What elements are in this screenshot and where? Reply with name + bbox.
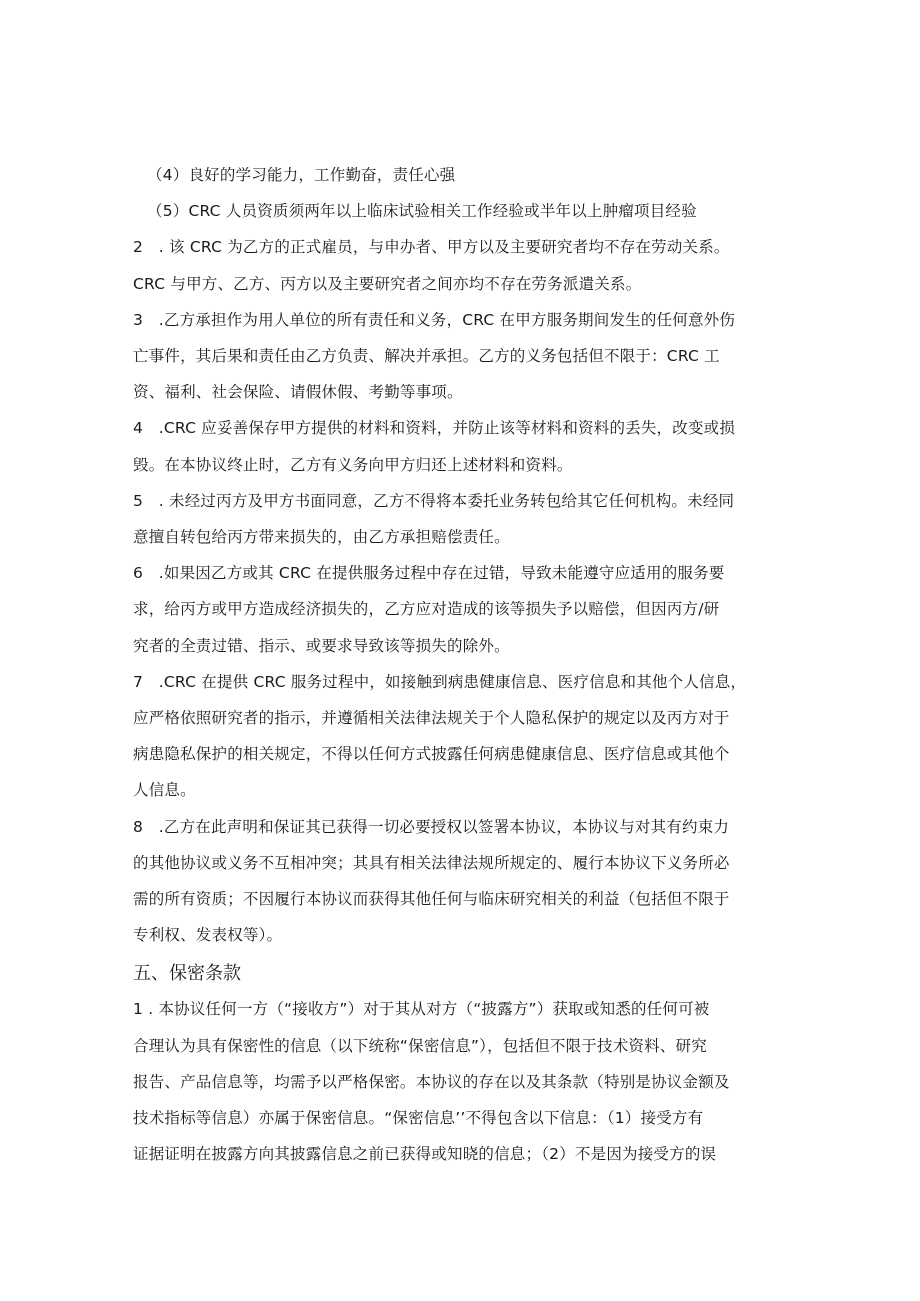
clause-7-line-2: 应严格依照研究者的指示，并遵循相关法律法规关于个人隐私保护的规定以及丙方对于 (133, 709, 730, 728)
list-item-4: （4）良好的学习能力，工作勤奋，责任心强 (147, 166, 456, 184)
clause-7-line-1: 7 .CRC 在提供 CRC 服务过程中，如接触到病患健康信息、医疗信息和其他个人信息， (133, 672, 747, 691)
clause-6-line-1: 6 .如果因乙方或其 CRC 在提供服务过程中存在过错，导致未能遵守应适用的服务要 (133, 564, 725, 583)
clause-8-line-1: 8 .乙方在此声明和保证其已获得一切必要授权以签署本协议，本协议与对其有约束力 (133, 817, 730, 836)
clause-7-line-4: 人信息。 (133, 781, 196, 800)
clause-3-line-2: 亡事件，其后果和责任由乙方负责、解决并承担。乙方的义务包括但不限于：CRC 工 (133, 347, 720, 366)
list-item-5: （5）CRC 人员资质须两年以上临床试验相关工作经验或半年以上肿瘤项目经验 (147, 202, 697, 221)
section5-clause-1-line-1: 1 . 本协议任何一方（“接收方”）对于其从对方（“披露方”）获取或知悉的任何可被 (133, 1000, 710, 1019)
clause-5-line-2: 意擅自转包给丙方带来损失的，由乙方承担赔偿责任。 (133, 528, 510, 547)
clause-4-line-2: 毁。在本协议终止时，乙方有义务向甲方归还上述材料和资料。 (133, 455, 573, 474)
clause-6-line-2: 求，给丙方或甲方造成经济损失的，乙方应对造成的该等损失予以赔偿，但因丙方/研 (133, 600, 720, 619)
clause-5-line-1: 5 . 未经过丙方及甲方书面同意，乙方不得将本委托业务转包给其它任何机构。未经同 (133, 491, 735, 510)
clause-4-line-1: 4 .CRC 应妥善保存甲方提供的材料和资料，并防止该等材料和资料的丢失，改变或损 (133, 419, 736, 438)
section5-clause-1-line-2: 合理认为具有保密性的信息（以下统称“保密信息”），包括但不限于技术资料、研究 (133, 1036, 707, 1055)
clause-3-line-3: 资、福利、社会保险、请假休假、考勤等事项。 (133, 383, 463, 402)
clause-3-line-1: 3 .乙方承担作为用人单位的所有责任和义务，CRC 在甲方服务期间发生的任何意外伤 (133, 310, 736, 329)
clause-8-line-4: 专利权、发表权等）。 (133, 926, 283, 945)
clause-7-line-3: 病患隐私保护的相关规定，不得以任何方式披露任何病患健康信息、医疗信息或其他个 (133, 745, 730, 764)
section5-clause-1-line-4: 技术指标等信息）亦属于保密信息。“保密信息’’不得包含以下信息：（1）接受方有 (133, 1109, 704, 1128)
clause-2-line-2: CRC 与甲方、乙方、丙方以及主要研究者之间亦均不存在劳务派遣关系。 (133, 274, 642, 293)
clause-2-line-1: 2 . 该 CRC 为乙方的正式雇员，与申办者、甲方以及主要研究者均不存在劳动关系。 (133, 238, 730, 257)
section-heading-confidentiality: 五、保密条款 (133, 963, 241, 985)
section5-clause-1-line-5: 证据证明在披露方向其披露信息之前已获得或知晓的信息；（2）不是因为接受方的误 (133, 1145, 717, 1164)
section5-clause-1-line-3: 报告、产品信息等，均需予以严格保密。本协议的存在以及其条款（特别是协议金额及 (133, 1072, 730, 1091)
clause-6-line-3: 究者的全责过错、指示、或要求导致该等损失的除外。 (133, 636, 510, 655)
clause-8-line-2: 的其他协议或义务不互相冲突；其具有相关法律法规所规定的、履行本协议下义务所必 (133, 853, 730, 872)
clause-8-line-3: 需的所有资质；不因履行本协议而获得其他任何与临床研究相关的利益（包括但不限于 (133, 890, 730, 909)
